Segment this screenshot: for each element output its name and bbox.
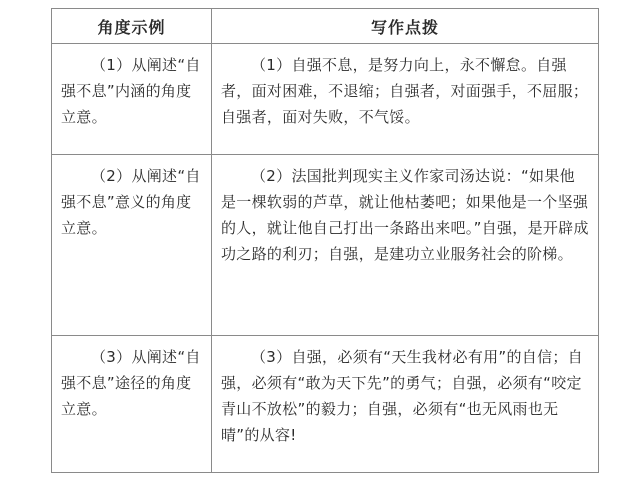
header-angle-examples: 角度示例 [52,9,212,44]
table-row [52,336,599,473]
table-row [52,155,599,336]
angle-text: （3）从阐述“自强不息”途径的角度立意。 [61,348,201,418]
tips-text: （2）法国批判现实主义作家司汤达说：“如果他是一棵软弱的芦草，就让他枯萎吧；如果他是一个坚强的人，就让他自己打出一条路出来吧。”自强，是开辟成功之路的利刃；自强，是建功立业服务社会的阶梯。 [221,167,589,263]
tips-text: （1）自强不息，是努力向上，永不懈怠。自强者，面对困难，不退缩；自强者，对面强手，不屈服；自强者，面对失败，不气馁。 [221,56,589,126]
tips-cell [212,155,599,336]
angle-cell [52,155,212,336]
angle-text: （1）从阐述“自强不息”内涵的角度立意。 [61,56,201,126]
header-row [52,9,599,44]
angle-text: （2）从阐述“自强不息”意义的角度立意。 [61,167,201,237]
tips-text: （3）自强，必须有“天生我材必有用”的自信；自强，必须有“敢为天下先”的勇气；自强，必须有“咬定青山不放松”的毅力；自强，必须有“也无风雨也无晴”的从容! [221,348,583,444]
writing-guide-table [51,8,599,473]
angle-cell [52,336,212,473]
table-body [52,44,599,473]
angle-cell [52,44,212,155]
tips-cell [212,44,599,155]
tips-cell [212,336,599,473]
header-writing-tips: 写作点拨 [212,9,599,44]
table-row [52,44,599,155]
table-header [52,9,599,44]
